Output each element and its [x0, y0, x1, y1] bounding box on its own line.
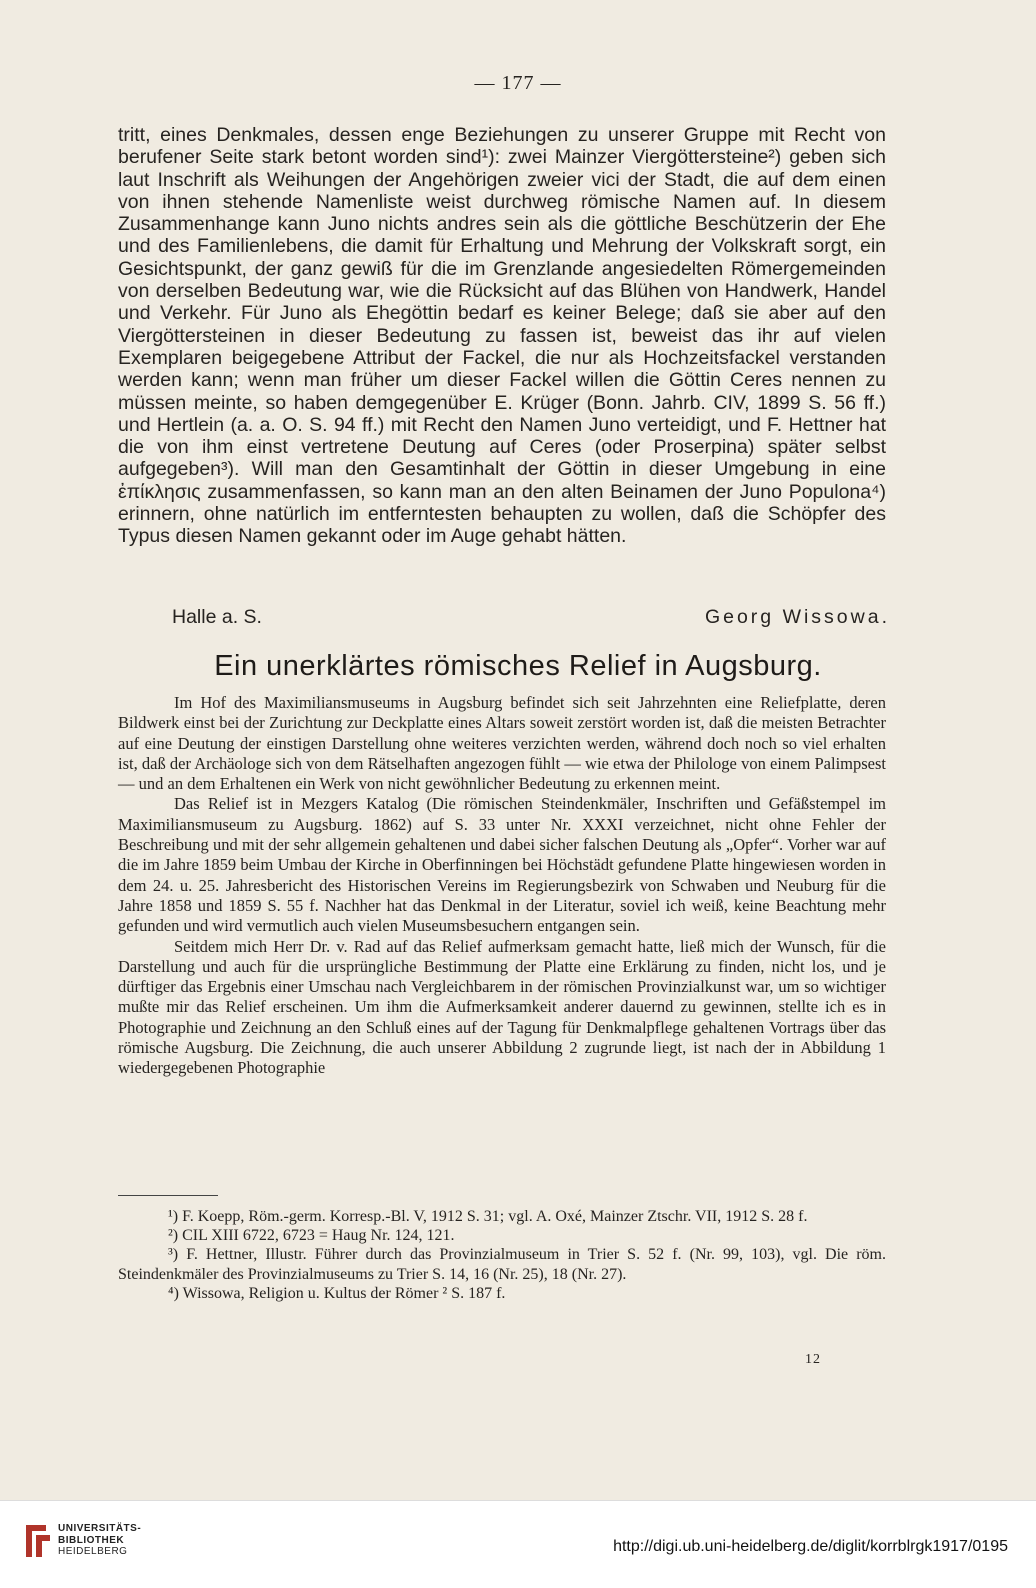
main-text-block — [118, 124, 886, 548]
paragraph: Seitdem mich Herr Dr. v. Rad auf das Relief aufmerksam gemacht hatte, ließ mich der Wunsch, für die Darstellung und auch für die ursprüngliche Bestimmung der Platte eine Erklärung zu finden, nicht los, und je dürftiger das Ergebnis einer Umschau nach Vergleichbarem in der römischen Provinzialkunst war, um so wichtiger mußte mir das Relief erscheinen. Um ihm die Aufmerksamkeit anderer dauernd zu gewinnen, stellte ich es in Photographie und Zeichnung an den Schluß eines auf der Tagung für Denkmalpflege gehaltenen Vortrags über das römische Augsburg. Die Zeichnung, die auch unserer Abbildung 2 zugrunde liegt, ist nach der in Abbildung 1 wiedergegebenen Photographie — [118, 936, 886, 1078]
page-number: — 177 — — [474, 72, 562, 94]
main-paragraph: tritt, eines Denkmales, dessen enge Beziehungen zu unserer Gruppe mit Recht von berufener Seite stark betont worden sind¹): zwei Mainzer Viergöttersteine²) geben sich laut Inschrift als Weihungen der Angehörigen zweier vici der Stadt, die auf dem einen von ihnen stehende Namenliste weist durchweg römische Namen auf. In diesem Zusammenhange kann Juno nichts andres sein als die göttliche Beschützerin der Ehe und des Familienlebens, die damit für Erhaltung und Mehrung der Volkskraft sorgt, ein Gesichtspunkt, der ganz gewiß für die im Grenzlande angesiedelten Römergemeinden von derselben Bedeutung war, wie die Rücksicht auf das Blühen von Handwerk, Handel und Verkehr. Für Juno als Ehegöttin bedarf es keiner Belege; daß sie aber auf den Viergöttersteinen in dieser Bedeutung zu fassen ist, beweist das ihr auf vielen Exemplaren beigegebene Attribut der Fackel, die nur als Hochzeitsfackel verstanden werden kann; wenn man früher um dieser Fackel willen die Göttin Ceres nennen zu müssen meinte, so haben demgegenüber E. Krüger (Bonn. Jahrb. CIV, 1899 S. 56 ff.) und Hertlein (a. a. O. S. 94 ff.) mit Recht den Namen Juno verteidigt, und F. Hettner hat die von ihm einst vertretene Deutung auf Ceres (oder Proserpina) später selbst aufgegeben³). Will man den Gesamtinhalt der Göttin in dieser Umgebung in eine ἐπίκλησις zusammenfassen, so kann man an den alten Beinamen der Juno Populona⁴) erinnern, ohne natürlich im entferntesten behaupten zu wollen, daß die Schöpfer des Typus diesen Namen gekannt oder im Auge gehabt hätten. — [118, 124, 886, 548]
library-footer — [0, 1500, 1036, 1588]
source-url-link[interactable]: http://digi.ub.uni-heidelberg.de/diglit/korrblrgk1917/0195 — [613, 1538, 1008, 1555]
footnote: ²) CIL XIII 6722, 6723 = Haug Nr. 124, 121. — [168, 1227, 455, 1245]
library-name: UNIVERSITÄTS- BIBLIOTHEK HEIDELBERG — [58, 1523, 142, 1557]
footnotes — [118, 1207, 886, 1303]
footnote: ¹) F. Koepp, Röm.-germ. Korresp.-Bl. V, 1912 S. 31; vgl. A. Oxé, Mainzer Ztschr. VII, 1912 S. 28 f. — [168, 1208, 808, 1225]
library-logo-icon — [22, 1521, 52, 1561]
footnote: ³) F. Hettner, Illustr. Führer durch das Provinzialmuseum in Trier S. 52 f. (Nr. 99, 103), vgl. Die röm. Steindenkmäler des Provinzialmuseums zu Trier S. 14, 16 (Nr. 25), 18 (Nr. 27). — [118, 1246, 886, 1283]
article-body — [118, 693, 886, 1079]
place: Halle a. S. — [172, 606, 262, 628]
paragraph: Das Relief ist in Mezgers Katalog (Die römischen Steindenkmäler, Inschriften und Gefäßstempel im Maximiliansmuseum zu Augsburg. 1862) auf S. 33 unter Nr. XXXI verzeichnet, nicht ohne Fehler der Beschreibung und mit der sehr allgemein gehaltenen und dabei sicher falschen Deutung als „Opfer“. Vorher war auf die im Jahre 1859 beim Umbau der Kirche in Oberfinningen bei Höchstädt gefundene Platte hingewiesen worden in dem 24. u. 25. Jahresbericht des Historischen Vereins im Regierungsbezirk von Schwaben und Neuburg für die Jahre 1858 und 1859 S. 55 f. Nachher hat das Denkmal in der Literatur, soviel ich weiß, keine Beachtung mehr gefunden und wird vermutlich auch vielen Museumsbesuchern entgangen sein. — [118, 794, 886, 936]
signature-mark: 12 — [805, 1352, 821, 1367]
article-heading: Ein unerklärtes römisches Relief in Augsburg. — [214, 650, 822, 682]
footnote-divider — [118, 1195, 218, 1196]
footnote: ⁴) Wissowa, Religion u. Kultus der Römer ² S. 187 f. — [168, 1284, 506, 1302]
signature-line — [172, 606, 890, 629]
paragraph: Im Hof des Maximiliansmuseums in Augsburg befindet sich seit Jahrzehnten eine Reliefplatte, deren Bildwerk einst bei der Zurichtung zur Deckplatte eines Altars soweit zerstört worden ist, daß die meisten Betrachter auf eine Deutung der einstigen Darstellung ohne weiteres verzichten werden, während doch noch so viel erhalten ist, daß der Archäologe sich von dem Rätselhaften angezogen fühlt — wie etwa der Philologe von einem Palimpsest — und an dem Erhaltenen ein Werk von nicht gewöhnlicher Bedeutung zu erkennen meint. — [118, 693, 886, 794]
author: Georg Wissowa. — [704, 606, 890, 628]
